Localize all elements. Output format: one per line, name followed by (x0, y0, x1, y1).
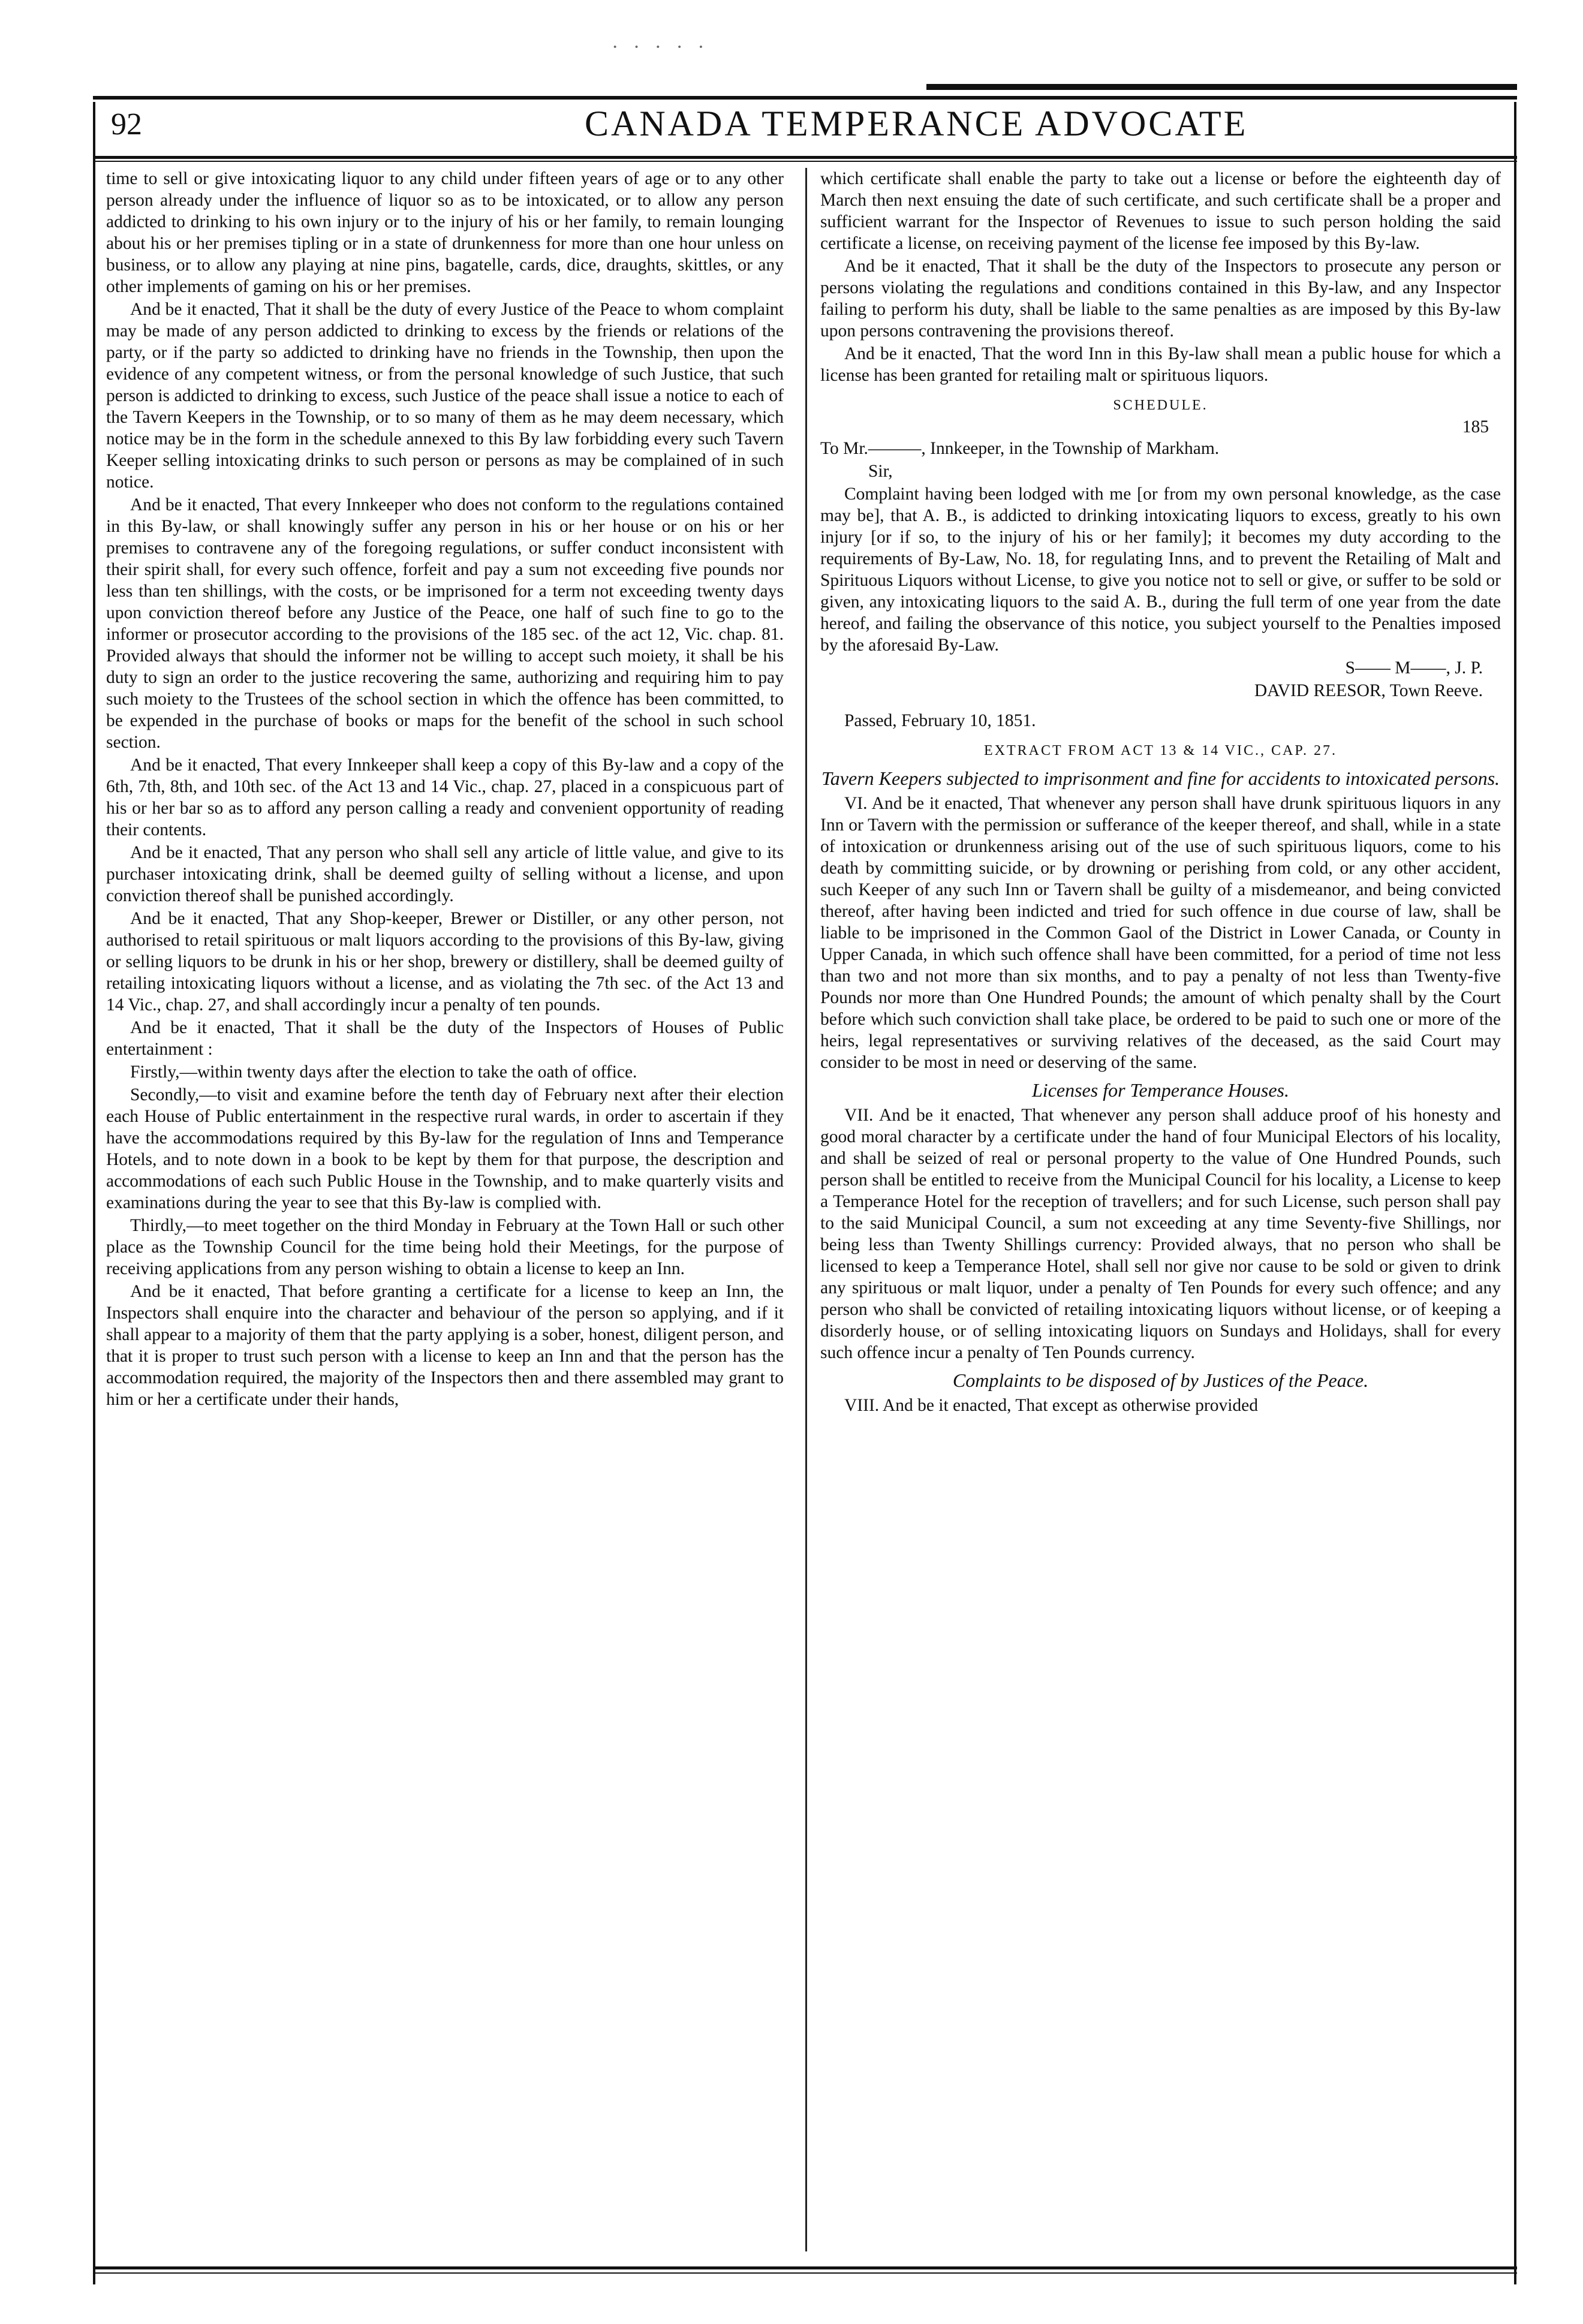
paragraph: Thirdly,—to meet together on the third Monday in February at the Town Hall or such other place as the Township Council for the time being hold their Meetings, for the purpose of receiving applications from any person wishing to obtain a license to keep an Inn. (106, 1216, 784, 1278)
paragraph: which certificate shall enable the party to take out a license or before the eighteenth day of March then next ensuing the date of such certificate, and such certificate shall be a proper and sufficient warrant for the Inspector of Revenues to issue to such person holding the said certificate a license, on receiving payment of the license fee imposed by this By-law. (820, 169, 1501, 253)
paragraph: And be it enacted, That every Innkeeper who does not conform to the regulations contained in this By-law, or shall knowingly suffer any person in his or her house or on his or her premises to contravene any of the foregoing regulations, or suffer conduct inconsistent with their spirit shall, for every such offence, forfeit and pay a sum not exceeding five pounds nor less than ten shillings, with the costs, or be imprisoned for a term not exceeding twenty days upon conviction thereof before any Justice of the Peace, one half of such fine to go to the informer or prosecutor according to the provisions of the 185 sec. of the act 12, Vic. chap. 81. Provided always that should the informer not be willing to accept such moiety, it shall be his duty to sign an order to the justice recovering the same, authorizing and requiring him to pay such moiety to the Trustees of the school section in which the offence has been committed, to be expended in the purchase of books or maps for the benefit of the school in such school section. (106, 495, 784, 752)
section-heading: Complaints to be disposed of by Justices of the Peace. (952, 1369, 1369, 1391)
paragraph: VIII. And be it enacted, That except as otherwise provided (844, 1396, 1259, 1415)
header-rule-thin (93, 161, 1517, 162)
newspaper-page (93, 84, 1517, 2290)
notice-addressee: To Mr.———, Innkeeper, in the Township of Markham. (820, 439, 1220, 458)
paragraph: And be it enacted, That it shall be the duty of the Inspectors to prosecute any person or persons violating the regulations and conditions contained in this By-law, and any Inspector failing to perform his duty, shall be liable to the same penalties as are imposed by this By-law upon persons contravening the provisions thereof. (820, 257, 1501, 341)
extract-heading: EXTRACT FROM ACT 13 & 14 VIC., CAP. 27. (983, 743, 1338, 758)
bottom-rule (93, 2266, 1517, 2269)
bottom-rule-thin (93, 2272, 1517, 2274)
signature-justice: S—— M——, J. P. (1345, 658, 1483, 678)
paragraph: And be it enacted, That the word Inn in this By-law shall mean a public house for which a license has been granted for retailing malt or spirituous liquors. (820, 344, 1501, 385)
page-number: 92 (111, 107, 142, 142)
schedule-heading: SCHEDULE. (1113, 398, 1208, 413)
paragraph: And be it enacted, That it shall be the duty of the Inspectors of Houses of Public entertainment : (106, 1018, 784, 1059)
section-heading: Tavern Keepers subjected to imprisonment and fine for accidents to intoxicated persons. (821, 767, 1500, 789)
section-heading: Licenses for Temperance Houses. (1032, 1079, 1289, 1101)
left-border-rule (93, 102, 95, 2284)
top-rule-heavy (926, 84, 1517, 90)
right-column (820, 168, 1501, 1417)
paragraph: And be it enacted, That before granting a certificate for a license to keep an Inn, the Inspectors shall enquire into the character and behaviour of the person so applying, and if it shall appear to a majority of them that the party applying is a sober, honest, diligent person, and that it is proper to trust such person with a license to keep an Inn and that the person has the accommodation required, the majority of the Inspectors then and there assembled may grant to him or her a certificate under their hands, (106, 1282, 784, 1409)
column-divider (805, 168, 807, 2251)
paragraph: Complaint having been lodged with me [or from my own personal knowledge, as the case may be], that A. B., is addicted to drinking intoxicating liquors to excess, greatly to his own injury [or if so, to the injury of his or her family]; it becomes my duty according to the requirements of By-Law, No. 18, for regulating Inns, and to prevent the Retailing of Malt and Spirituous Liquors without License, to give you notice not to sell or give, or suffer to be sold or given, any intoxicating liquors to the said A. B., during the full term of one year from the date hereof, and failing the observance of this notice, you subject yourself to the Penalties imposed by the aforesaid By-Law. (820, 484, 1501, 655)
notice-salutation: Sir, (868, 462, 893, 481)
schedule-year: 185 (1462, 417, 1489, 436)
paragraph: Secondly,—to visit and examine before the tenth day of February next after their election each House of Public entertainment in the respective rural wards, in order to ascertain if they have the accommodations required by this By-law for the regulation of Inns and Temperance Hotels, and to note down in a book to be kept by them for that purpose, the description and accommodations of each such Public House in the Township, and to make quarterly visits and examinations during the year to see that this By-law is complied with. (106, 1085, 784, 1212)
paragraph: And be it enacted, That any Shop-keeper, Brewer or Distiller, or any other person, not authorised to retail spirituous or malt liquors according to the provisions of this By-law, giving or selling liquors to be drunk in his or her shop, brewery or distillery, shall be deemed guilty of retailing intoxicating liquors without a license, and as violating the 7th sec. of the Act 13 and 14 Vic., chap. 27, and shall accordingly incur a penalty of ten pounds. (106, 909, 784, 1015)
paragraph: And be it enacted, That it shall be the duty of every Justice of the Peace to whom complaint may be made of any person addicted to drinking to excess by the friends or relations of the party, or if the party so addicted to drinking have no friends in the Township, then upon the evidence of any competent witness, or from the personal knowledge of such Justice, that such person is addicted to drinking to excess, such Justice of the peace shall issue a notice to each of the Tavern Keepers in the Township, or to so many of them as he may deem necessary, which notice may be in the form in the schedule annexed to this By law forbidding every such Tavern Keeper selling intoxicating drinks to such person or persons as may be complained of in such notice. (106, 300, 784, 492)
left-column (106, 168, 784, 1411)
top-rule (93, 96, 1517, 100)
paragraph: And be it enacted, That any person who shall sell any article of little value, and give to its purchaser intoxicating drink, shall be deemed guilty of selling without a license, and upon conviction thereof shall be punished accordingly. (106, 843, 784, 905)
signature-reeve: DAVID REESOR, Town Reeve. (1254, 681, 1483, 700)
paragraph: And be it enacted, That every Innkeeper shall keep a copy of this By-law and a copy of the 6th, 7th, 8th, and 10th sec. of the Act 13 and 14 Vic., chap. 27, placed in a conspicuous part of his or her bar so as to afford any person calling a ready and convenient opportunity of reading their contents. (106, 755, 784, 839)
paragraph: Firstly,—within twenty days after the election to take the oath of office. (130, 1062, 637, 1082)
header-rule (93, 156, 1517, 159)
paragraph: VI. And be it enacted, That whenever any person shall have drunk spirituous liquors in any Inn or Tavern with the permission or sufferance of the keeper thereof, and shall, while in a state of intoxication or drunkenness arising out of the use of such spirituous liquors, come to his death by committing suicide, or by drowning or perishing from cold, or any other accident, such Keeper of any such Inn or Tavern shall be guilty of a misdemeanor, and being convicted thereof, after having been indicted and tried for such offence in due course of law, shall be liable to be imprisoned in the Common Gaol of the District in Lower Canada, or County in Upper Canada, in which such offence shall have been committed, for a period of time not less than two and not more than six months, and to pay a penalty of not less than Twenty-five Pounds nor more than One Hundred Pounds; the amount of which penalty shall by the Court before which such conviction shall take place, be ordered to be paid to such one or more of the heirs, legal representatives or surviving relatives of the deceased, as the said Court may consider to be most in need or deserving of the same. (820, 794, 1501, 1072)
paragraph: VII. And be it enacted, That whenever any person shall adduce proof of his honesty and good moral character by a certificate under the hand of four Municipal Electors of his locality, and shall be seized of real or personal property to the value of One Hundred Pounds, such person shall be entitled to receive from the Municipal Council for his locality, a License to keep a Temperance Hotel for the reception of travellers; and for such License, such person shall pay to the said Municipal Council, a sum not exceeding at any time Seventy-five Shillings, nor being less than Twenty Shillings currency: Provided always, that no person who shall be licensed to keep a Temperance Hotel, shall sell nor give nor cause to be sold or given to drink any spirituous or malt liquor, under a penalty of Ten Pounds for every such offence; and any person who shall be convicted of retailing intoxicating liquors without license, or of keeping a disorderly house, or of selling intoxicating liquors on Sundays and Holidays, shall for every such offence incur a penalty of Ten Pounds currency. (820, 1106, 1501, 1362)
right-border-rule (1514, 102, 1516, 2284)
scan-artifact: · · · · · (612, 36, 709, 58)
running-head: CANADA TEMPERANCE ADVOCATE (585, 104, 1248, 143)
paragraph: time to sell or give intoxicating liquor to any child under fifteen years of age or to any other person already under the influence of liquor so as to be intoxicated, or to allow any person addicted to drinking to his own injury or to the injury of his or her family, to remain lounging about his or her premises tipling or in a state of drunkenness for more than one hour unless on business, or to allow any playing at nine pins, bagatelle, cards, dice, draughts, skittles, or any other implements of gaming on his or her premises. (106, 169, 784, 296)
passed-date: Passed, February 10, 1851. (844, 711, 1036, 730)
